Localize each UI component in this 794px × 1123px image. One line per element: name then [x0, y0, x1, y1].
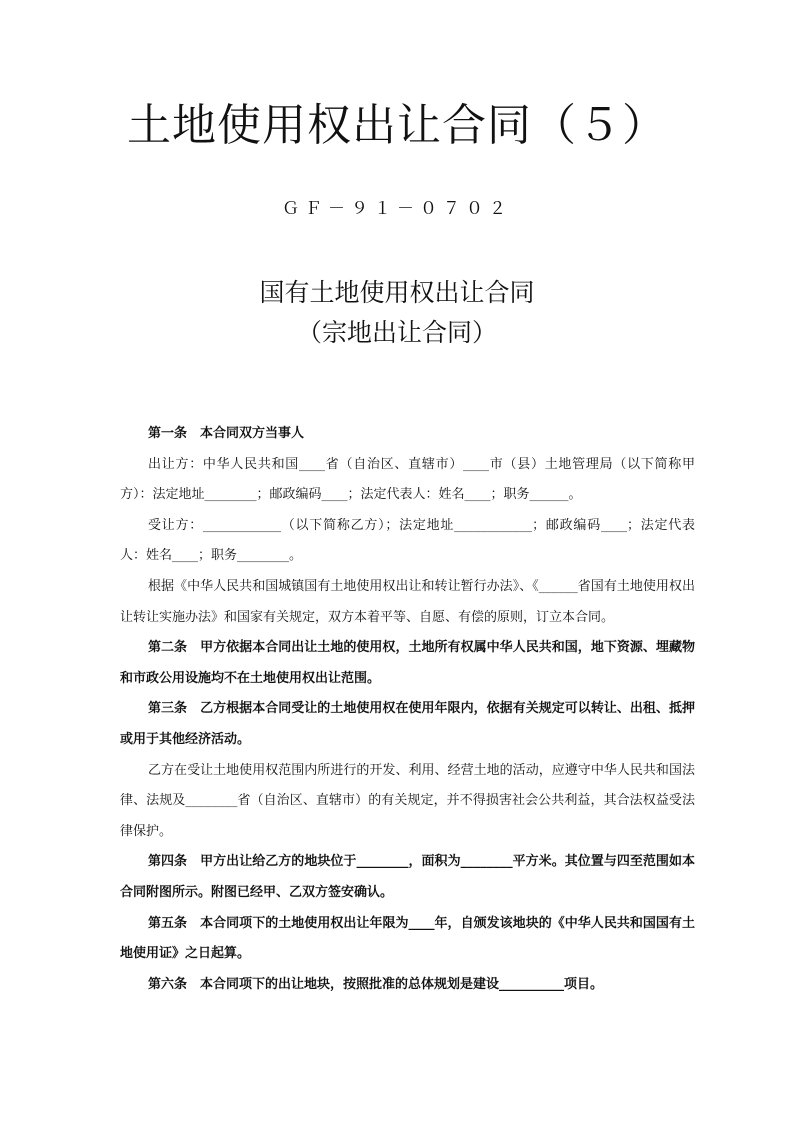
- document-title: 土地使用权出让合同（５）: [127, 100, 667, 151]
- contract-subtitle-type: （宗地出让合同）: [296, 318, 497, 347]
- contract-subtitle: 国有土地使用权出让合同: [259, 278, 535, 307]
- grantee-paragraph: 受让方：____________（以下简称乙方）；法定地址____________；邮政编码____；法定代表人：姓名____；职务________。: [120, 517, 695, 564]
- article-1-heading: 第一条 本合同双方当事人: [148, 426, 305, 441]
- article-6: 第六条 本合同项下的出让地块，按照批准的总体规划是建设__________项目。: [148, 976, 604, 992]
- article-5: 第五条 本合同项下的土地使用权出让年限为____年，自颁发该地块的《中华人民共和国国有土地使用证》之日起算。: [120, 915, 695, 962]
- grantor-paragraph: 出让方：中华人民共和国____省（自治区、直辖市）____市（县）土地管理局（以下简称甲方）：法定地址________；邮政编码____；法定代表人：姓名____；职务______。: [120, 456, 695, 503]
- contract-code: ＧＦ－９１－０７０２: [282, 199, 512, 219]
- article-2: 第二条 甲方依据本合同出让土地的使用权，土地所有权属中华人民共和国，地下资源、埋藏物和市政公用设施均不在土地使用权出让范围。: [120, 640, 695, 686]
- article-3-detail: 乙方在受让土地使用权范围内所进行的开发、利用、经营土地的活动，应遵守中华人民共和国法律、法规及________省（自治区、直辖市）的有关规定，并不得损害社会公共利益，其合法权益受法律保护。: [120, 762, 695, 839]
- article-3: 第三条 乙方根据本合同受让的土地使用权在使用年限内，依据有关规定可以转让、出租、抵押或用于其他经济活动。: [120, 701, 695, 747]
- basis-paragraph: 根据《中华人民共和国城镇国有土地使用权出让和转让暂行办法》、《______省国有土地使用权出让转让实施办法》和国家有关规定，双方本着平等、自愿、有偿的原则，订立本合同。: [120, 578, 695, 625]
- contract-body: [120, 419, 695, 1000]
- article-4: 第四条 甲方出让给乙方的地块位于________，面积为________平方米。其位置与四至范围如本合同附图所示。附图已经甲、乙双方签安确认。: [120, 854, 695, 900]
